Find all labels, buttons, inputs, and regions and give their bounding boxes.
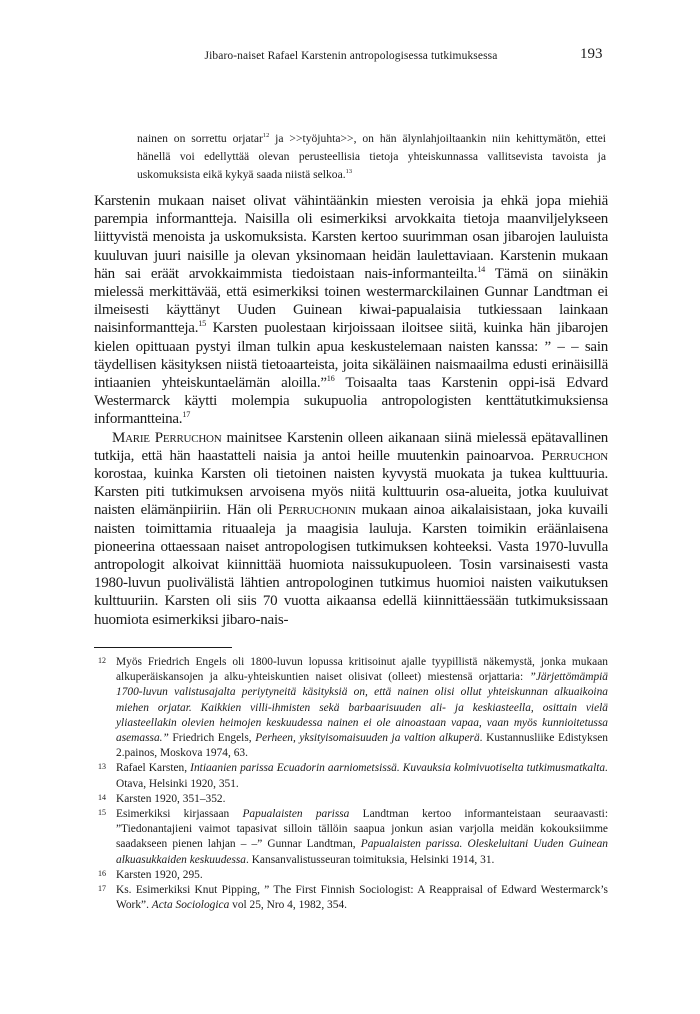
footnote bbox=[94, 655, 608, 761]
footnote bbox=[94, 761, 608, 791]
footnote-number: 12 bbox=[98, 656, 106, 665]
page-number: 193 bbox=[580, 46, 603, 62]
footnotes bbox=[94, 655, 608, 913]
block-quote-text: nainen on sorrettu orjatar$^{12}$ ja >>työjuhta>>, on hän älynlahjoiltaankin niin kehittymätön, ettei hänellä voi edellyttää olevan perusteellisia tietoja yhteiskunnassa vallitsevista tavoista ja uskomuksista eikä kykyä saada niistä selkoa.$^{13}$ bbox=[137, 132, 606, 181]
footnote-ref[interactable]: 14 bbox=[477, 264, 485, 274]
block-quote bbox=[137, 130, 606, 184]
footnote-ref[interactable]: 17 bbox=[182, 410, 191, 420]
footnote-number: 15 bbox=[98, 808, 106, 818]
footnote bbox=[94, 792, 608, 807]
footnote-separator bbox=[94, 647, 232, 648]
paragraph: Marie Perruchon mainitsee Karstenin olleen aikanaan siinä mielessä epätavallinen tutkija, että hän haastatteli naisia ja antoi heille muutenkin painoarvoa. Perruchon korostaa, kuinka Karsten oli tietoinen naisten kyvystä muokata ja tukea kulttuuria. Karsten piti tutkimuksen arvoisena myös niitä kulttuurin osa-alueita, jotka kuuluivat naisten elämänpiiriin. Hän oli Perruchonin mukaan ainoa aikalaisistaan, joka kuvaili naisten toimittamia rituaaleja ja maagisia lauluja. Karsten toimikin eräänlaisena pioneerina ottaessaan naiset antropologisen tutkimuksen kohteeksi. Vasta 1970-luvulla antropologit alkoivat kiinnittää huomiota naissukupuoleen. Tosin varsinaisesti vasta 1980-luvun puolivälistä lähtien antropologinen tutkimus huomioi naisten vaikutuksen kulttuuriin. Karsten oli siis 70 vuotta aikaansa edellä kiinnittäessään tutkimuksissaan huomiota esimerkiksi jibaro-nais- bbox=[94, 429, 608, 628]
footnote-number: 17 bbox=[98, 884, 106, 894]
footnote bbox=[94, 807, 608, 868]
body-text bbox=[94, 192, 608, 629]
footnote-ref[interactable]: 16 bbox=[326, 374, 335, 384]
author-name: Perruchon bbox=[541, 447, 608, 464]
footnote-number: 16 bbox=[98, 868, 106, 878]
author-name: Marie Perruchon bbox=[112, 429, 222, 446]
footnote-ref[interactable]: 13 bbox=[345, 168, 353, 176]
footnote bbox=[94, 868, 608, 883]
footnote bbox=[94, 883, 608, 913]
footnote-ref[interactable]: 15 bbox=[198, 319, 206, 329]
footnote-text: Ks. Esimerkiksi Knut Pipping, ” The First Finnish Sociologist: A Reappraisal of Edward Westermarck’s Work”. Acta Sociologica vol 25, Nro 4, 1982, 354. bbox=[116, 884, 608, 912]
footnote-text: Karsten 1920, 295. bbox=[116, 868, 203, 881]
footnote-text: Esimerkiksi kirjassaan Papualaisten parissa Landtman kertoo informanteistaan seuraavasti: ”Tiedonantajieni vaimot tapasivat silloin tällöin saapua jonkun asian varjolla meidän kokouksiimme saadakseen pienen lahjan – –” Gunnar Landtman, Papualaisten parissa. Oleskeluitani Uuden Guinean alkuasukkaiden keskuudessa. Kansanvalistusseuran toimituksia, Helsinki 1914, 31. bbox=[116, 808, 609, 866]
footnote-text: Karsten 1920, 351–352. bbox=[116, 792, 226, 805]
footnote-number: 14 bbox=[98, 792, 106, 802]
footnote-number: 13 bbox=[98, 762, 106, 772]
paragraph: Karstenin mukaan naiset olivat vähintäänkin miesten veroisia ja ehkä jopa miehiä parempia informantteja. Naisilla oli esimerkiksi arvokkaita tietoja maanviljelykseen liittyvistä menoista ja uskomuksista. Karsten kertoo suurimman osan jibarojen lauluista kuuluvan juuri naisille ja olevan yksinomaan heidän laulettaviaan. Karstenin mukaan hän sai eräät arvokkaimmista tiedoistaan nais-informanteilta.$^{14}$ Tämä on siinäkin mielessä merkittävää, että esimerkiksi toinen westermarckilainen Gunnar Landtman ei ilmeisesti käyttänyt Uuden Guinean kiwai-papualaisia tutkiessaan lainkaan naisinformantteja.$^{15}$ Karsten puolestaan kirjoissaan iloitsee siitä, kuinka hän jibarojen kielen opittuaan pystyi ilman tulkin apua keskustelemaan naisten kanssa: ” – – sain täydellisen käsityksen niistä tietoaarteista, joita sikäläinen naismaailma edusti erinäisillä intiaanien yhteiskuntaelämän aloilla.”$^{16}$ Toisaalta taas Karstenin oppi-isä Edvard Westermarck käytti molempia sukupuolia antropologisten kenttätutkimuksiensa informantteina.$^{17}$ bbox=[94, 193, 608, 428]
footnote-text: Rafael Karsten, Intiaanien parissa Ecuadorin aarniometsissä. Kuvauksia kolmivuotiselta tutkimusmatkalta. Otava, Helsinki 1920, 351. bbox=[116, 762, 608, 790]
footnote-text: Myös Friedrich Engels oli 1800-luvun lopussa kritisoinut ajalle tyypillistä näkemystä, jonka mukaan alkuperäiskansojen ja alku-yhteiskuntien naiset olisivat (olleet) miestensä orjattaria: ”Järjettömämpiä 1700-luvun valistusajalta periytyneitä käsityksiä on, että nainen olisi ollut yhteiskunnan alkuaikoina miehen orjatar. Kaikkien villi-ihmisten sekä barbaarisuuden ali- ja keskiasteella, osittain vielä yliasteellakin olevien heimojen keskuudessa nainen ei ole ainoastaan vapaa, vaan myös kunnioitetussa asemassa.” Friedrich Engels, Perheen, yksityisomaisuuden ja valtion alkuperä. Kustannusliike Edistyksen 2.painos, Moskova 1974, 63. bbox=[116, 656, 609, 760]
footnote-ref[interactable]: 12 bbox=[262, 132, 270, 140]
author-name: Perruchonin bbox=[277, 502, 356, 519]
running-head: Jibaro-naiset Rafael Karstenin antropologisessa tutkimuksessa bbox=[204, 50, 498, 62]
